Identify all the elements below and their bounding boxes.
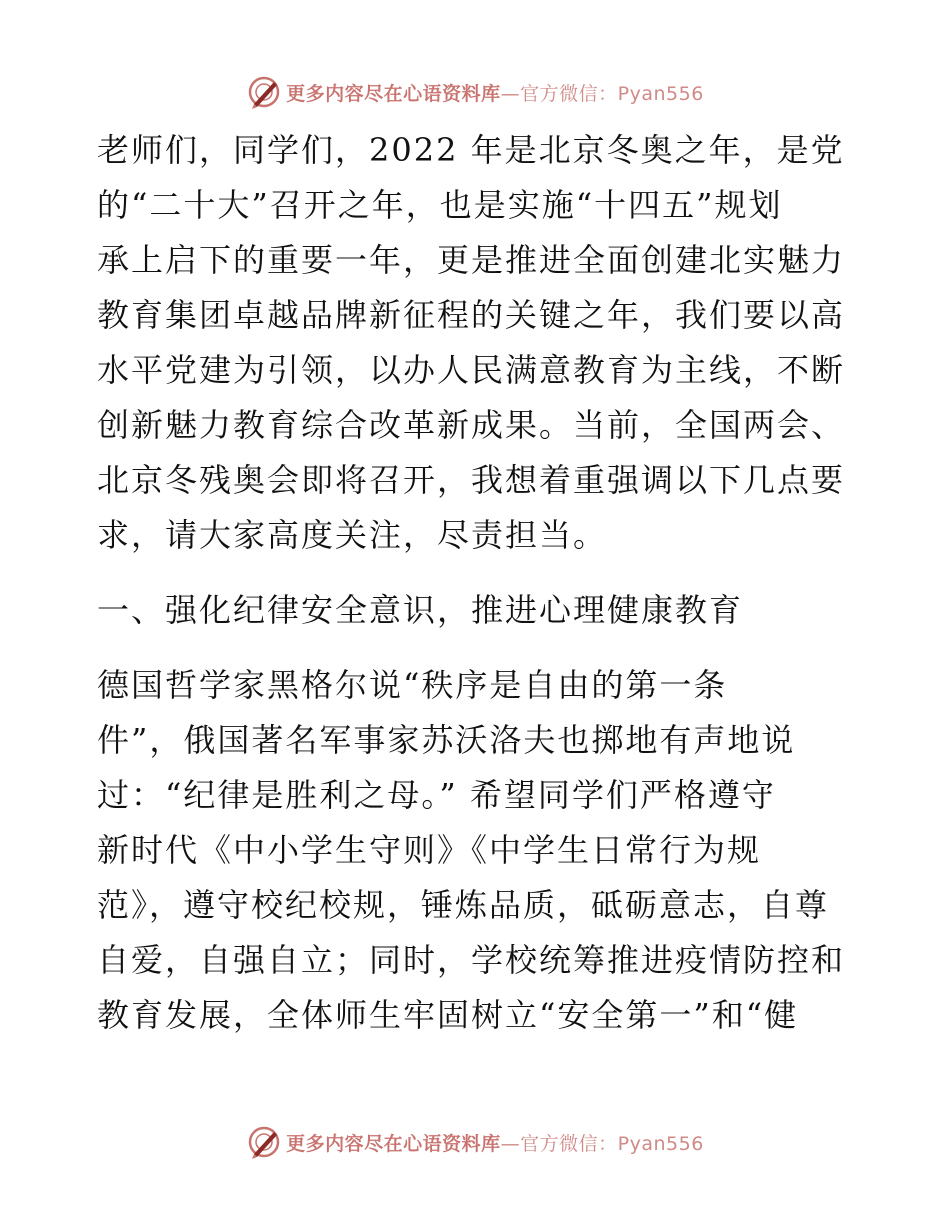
text-line: 教育集团卓越品牌新征程的关键之年，我们要以高 xyxy=(97,296,846,334)
text-line: 水平党建为引领，以办人民满意教育为主线，不断 xyxy=(97,351,846,389)
pen-logo-icon xyxy=(246,1124,282,1160)
text-line: 创新魅力教育综合改革新成果。当前，全国两会、 xyxy=(97,406,846,444)
pen-logo-icon xyxy=(246,74,282,110)
header-watermark-text: 更多内容尽在心语资料库—官方微信：Pyan556 xyxy=(286,82,704,105)
text-line: 过：“纪律是胜利之母。” 希望同学们严格遵守 xyxy=(97,776,776,814)
footer-watermark-banner xyxy=(0,1120,950,1164)
header-watermark-banner xyxy=(0,70,950,114)
document-body xyxy=(97,123,857,1043)
text-line: 老师们，同学们，2022 年是北京冬奥之年，是党 xyxy=(97,131,845,169)
text-line: 教育发展，全体师生牢固树立“安全第一”和“健 xyxy=(97,996,799,1034)
footer-watermark-text: 更多内容尽在心语资料库—官方微信：Pyan556 xyxy=(286,1132,704,1155)
text-line: 自爱，自强自立；同时，学校统筹推进疫情防控和 xyxy=(97,941,846,979)
section-heading: 一、强化纪律安全意识，推进心理健康教育 xyxy=(97,591,744,629)
text-line: 件”，俄国著名军事家苏沃洛夫也掷地有声地说 xyxy=(97,721,796,759)
paragraph-discipline xyxy=(97,658,857,1043)
text-line: 范》，遵守校纪校规，锤炼品质，砥砺意志，自尊 xyxy=(97,886,830,924)
text-line: 新时代《中小学生守则》《中学生日常行为规 xyxy=(97,831,762,869)
paragraph-opening xyxy=(97,123,857,563)
text-line: 德国哲学家黑格尔说“秩序是自由的第一条 xyxy=(97,666,728,704)
text-line: 的“二十大”召开之年，也是实施“十四五”规划 xyxy=(97,186,783,224)
text-line: 承上启下的重要一年，更是推进全面创建北实魅力 xyxy=(97,241,846,279)
text-line: 求，请大家高度关注，尽责担当。 xyxy=(97,516,608,554)
text-line: 北京冬残奥会即将召开，我想着重强调以下几点要 xyxy=(97,461,846,499)
